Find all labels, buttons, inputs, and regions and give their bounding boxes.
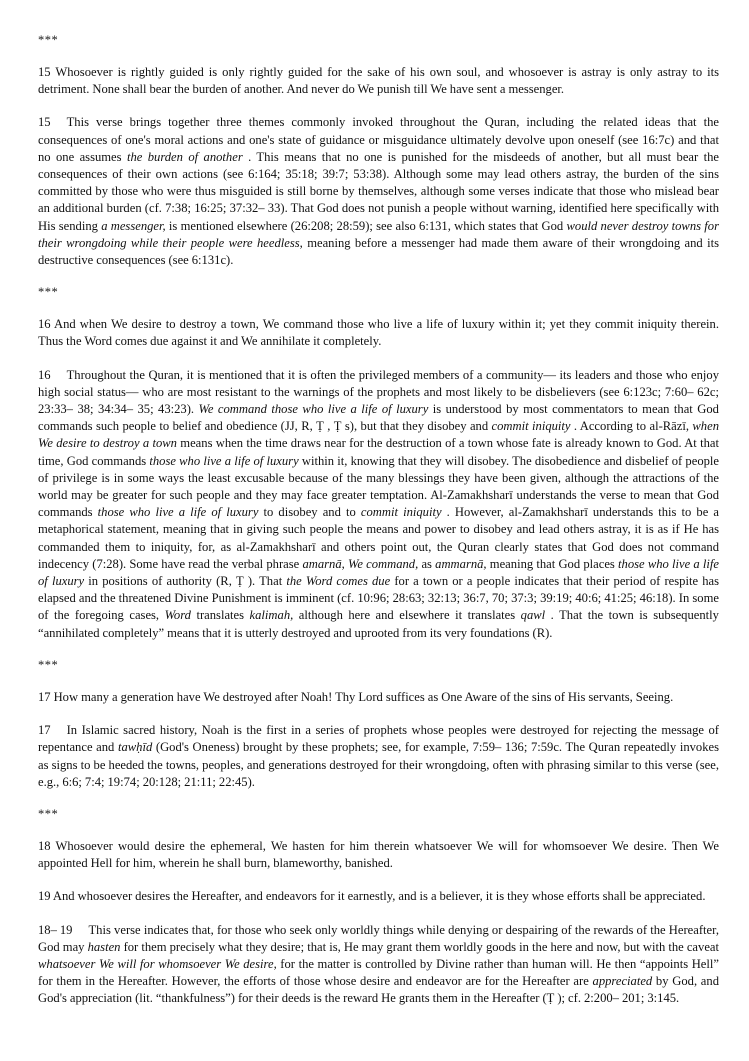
italic-phrase: commit iniquity: [360, 505, 442, 520]
page-text-column: [38, 33, 719, 1008]
italic-phrase: amarnā, We command,: [302, 556, 419, 571]
italic-phrase: hasten: [87, 939, 121, 954]
commentary-16: 16 Throughout the Quran, it is mentioned that it is often the privileged members of a community— its leaders and those who enjoy high social status— who are most resistant to the warnings of the prophets and most likely to be disbelievers (see 6:123c; 7:60– 62c; 23:33– 38; 34:34– 35; 43:23). We command those who live a life of luxury is understood by most commentators to mean that God commands such people to belief and obedience (JJ, R, Ṭ , Ṭ s), but that they disobey and commit iniquity . According to al-Rāzī, when We desire to destroy a town means when the time draws near for the destruction of a town whose fate is already known to God. At that time, God commands those who live a life of luxury within it, knowing that they will disobey. The disobedience and disbelief of people of privilege is in some ways the least excusable because of the many blessings they have been given, although the attractions of the world may be greater for such people and they may face greater temptation. Al-Zamakhsharī understands the verse to mean that God commands those who live a life of luxury to disobey and to commit iniquity . However, al-Zamakhsharī understands this to be a metaphorical statement, meaning that in giving such people the means and power to disobey and lead others astray, it is as if He has commanded them to iniquity, for, as al-Zamakhsharī and others point out, the Quran clearly states that God does not command indecency (7:28). Some have read the verbal phrase amarnā, We command, as ammarnā, meaning that God places those who live a life of luxury in positions of authority (R, Ṭ ). That the Word comes due for a town or a people indicates that their period of respite has elapsed and the threatened Divine Punishment is imminent (cf. 10:96; 28:63; 32:13; 36:7, 70; 37:3; 39:19; 40:6; 41:25; 46:18). In some of the foregoing cases, Word translates kalimah, although here and elsewhere it translates qawl . That the town is subsequently “annihilated completely” means that it is utterly destroyed and uprooted from its very foundations (R).: [38, 367, 719, 640]
italic-phrase: qawl: [520, 608, 546, 623]
commentary-17: 17 In Islamic sacred history, Noah is the first in a series of prophets whose peoples were destroyed for rejecting the message of repentance and tawḥīd (God's Oneness) brought by these prophets; see, for example, 7:59– 136; 7:59c. The Quran repeatedly invokes as signs to be heeded the towns, peoples, and generations destroyed for their wrongdoing, often with phrasing similar to this verse (see, e.g., 6:6; 7:4; 19:74; 20:128; 21:11; 22:45).: [38, 723, 719, 789]
section-separator: ***: [38, 806, 59, 821]
italic-phrase: We command those who live a life of luxury: [198, 402, 429, 417]
section-separator: ***: [38, 285, 59, 300]
italic-phrase: ammarnā,: [435, 556, 487, 571]
commentary-18-19: 18– 19 This verse indicates that, for those who seek only worldly things while denying or despairing of the rewards of the Hereafter, God may hasten for them precisely what they desire; that is, He may grant them worldly goods in the here and now, but with the caveat whatsoever We will for whomsoever We desire, for the matter is controlled by Divine rather than human will. He then “appoints Hell” for them in the Hereafter. However, the efforts of those whose desire and endeavor are for the Hereafter are appreciated by God, and God's appreciation (lit. “thankfulness”) for their deeds is the reward He grants them in the Hereafter (Ṭ ); cf. 2:200– 201; 3:145.: [38, 922, 719, 1006]
commentary-number-16: 16: [38, 367, 51, 382]
italic-phrase: tawḥīd: [117, 740, 153, 755]
italic-phrase: commit iniquity: [491, 419, 571, 434]
verse-translation-18: 18 Whosoever would desire the ephemeral, We hasten for him therein whatsoever We will for whomsoever We desire. Then We appointed Hell for him, wherein he shall burn, blameworthy, banished.: [38, 838, 719, 871]
italic-phrase: the burden of another: [126, 149, 243, 164]
italic-phrase: appreciated: [592, 974, 653, 989]
section-separator: ***: [38, 657, 59, 672]
verse-translation-15: 15 Whosoever is rightly guided is only rightly guided for the sake of his own soul, and whosoever is astray is only astray to its detriment. None shall bear the burden of another. And never do We punish till We have sent a messenger.: [38, 65, 719, 97]
commentary-number-18-19: 18– 19: [38, 922, 73, 937]
italic-phrase: the Word comes due: [286, 574, 391, 589]
section-separator: ***: [38, 33, 59, 47]
verse-translation-17: 17 How many a generation have We destroyed after Noah! Thy Lord suffices as One Aware of the sins of His servants, Seeing.: [38, 689, 674, 704]
italic-phrase: Word: [164, 608, 191, 623]
italic-phrase: those who live a life of luxury: [149, 453, 299, 468]
italic-phrase: would never destroy towns for their wrongdoing while their people were heedless,: [38, 218, 719, 250]
verse-translation-16: 16 And when We desire to destroy a town, We command those who live a life of luxury within it; yet they commit iniquity therein. Thus the Word comes due against it and We annihilate it completely.: [38, 317, 719, 349]
italic-phrase: those who live a life of luxury: [38, 556, 719, 589]
commentary-number-17: 17: [38, 723, 51, 738]
verse-translation-19: 19 And whosoever desires the Hereafter, and endeavors for it earnestly, and is a believer, it is they whose efforts shall be appreciated.: [38, 889, 706, 904]
italic-phrase: kalimah,: [249, 608, 294, 623]
italic-phrase: whatsoever We will for whomsoever We desire,: [38, 956, 277, 971]
italic-phrase: a messenger,: [101, 218, 166, 233]
italic-phrase: when We desire to destroy a town: [38, 419, 719, 451]
commentary-number-15: 15: [38, 115, 51, 130]
commentary-15: 15 This verse brings together three themes commonly invoked throughout the Quran, including the related ideas that the consequences of one's moral actions and one's state of guidance or misguidance ultimately devolve upon oneself (see 16:7c) and that no one assumes the burden of another . This means that no one is punished for the misdeeds of another, but all must bear the consequences of their own actions (see 6:164; 35:18; 39:7; 53:38). Although some may lead others astray, the burden of the sins committed by those who were thus misguided is still borne by themselves, although some verses indicate that those who mislead bear an additional burden (cf. 7:38; 16:25; 37:32– 33). That God does not punish a people without warning, identified here specifically with His sending a messenger, is mentioned elsewhere (26:208; 28:59); see also 6:131, which states that God would never destroy towns for their wrongdoing while their people were heedless, meaning before a messenger had made them aware of their wrongdoing and its destructive consequences (see 6:131c).: [38, 115, 719, 268]
italic-phrase: those who live a life of luxury: [97, 505, 259, 520]
